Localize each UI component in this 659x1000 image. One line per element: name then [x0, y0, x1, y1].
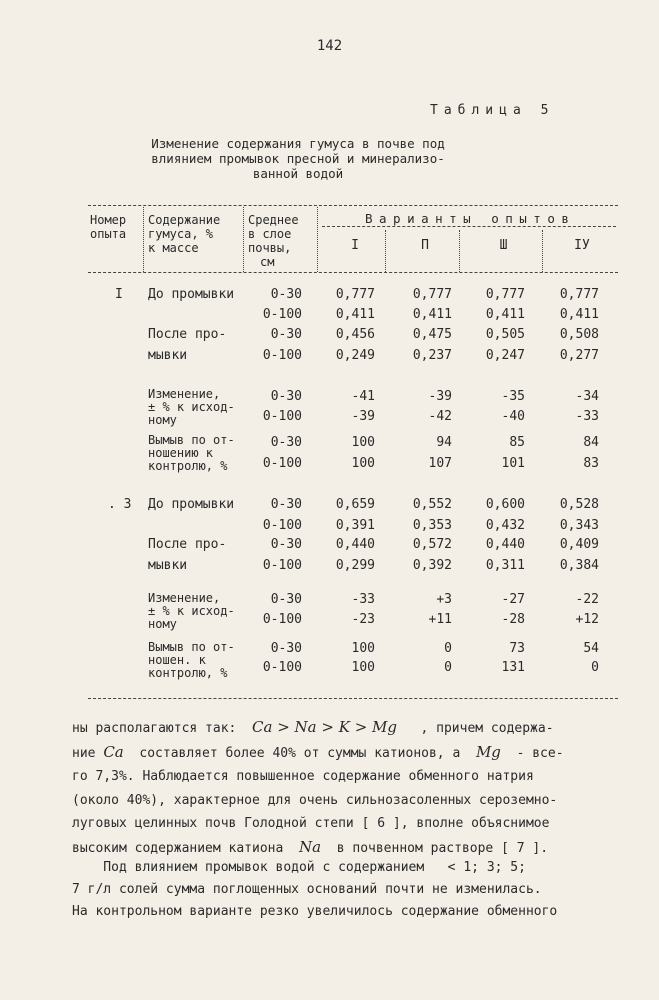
value-cell: -28 — [501, 612, 525, 627]
value-cell: -41 — [351, 389, 375, 404]
value-cell: -33 — [351, 592, 375, 607]
value-cell: -39 — [428, 389, 452, 404]
value-cell: 0,432 — [485, 518, 525, 533]
value-cell: -23 — [351, 612, 375, 627]
value-cell: 0,659 — [335, 497, 375, 512]
table-label: Таблица 5 — [430, 103, 555, 118]
value-cell: +12 — [575, 612, 599, 627]
header-variants-title: Варианты опытов — [365, 211, 576, 226]
value-cell: 0,299 — [335, 558, 375, 573]
value-cell: -33 — [575, 409, 599, 424]
value-cell: 0 — [444, 660, 452, 675]
header-experiment-number: Номер опыта — [90, 213, 127, 241]
layer-cell: 0-100 — [262, 348, 302, 363]
value-cell: -35 — [501, 389, 525, 404]
value-cell: 100 — [351, 660, 375, 675]
layer-cell: 0-30 — [270, 537, 302, 552]
layer-cell: 0-100 — [262, 456, 302, 471]
value-cell: 0,440 — [485, 537, 525, 552]
layer-cell: 0-100 — [262, 518, 302, 533]
value-cell: -42 — [428, 409, 452, 424]
text-line: Под влиянием промывок водой с содержанием < 1; 3; 5; — [72, 860, 526, 875]
value-cell: -22 — [575, 592, 599, 607]
value-cell: 0,456 — [335, 327, 375, 342]
caption-line: влиянием промывок пресной и минерализо- — [151, 151, 445, 166]
table-caption — [118, 136, 478, 181]
layer-cell: 0-30 — [270, 435, 302, 450]
row-label-wash: Вымыв по от- ношен. к контролю, % — [148, 640, 235, 680]
value-cell: 0,411 — [335, 307, 375, 322]
value-cell: 94 — [436, 435, 452, 450]
variant-label: I — [351, 238, 359, 253]
body-paragraph — [72, 857, 622, 923]
value-cell: -27 — [501, 592, 525, 607]
row-label-change: Изменение, ± % к исход- ному — [148, 591, 235, 631]
value-cell: 100 — [351, 435, 375, 450]
caption-line: ванной водой — [252, 166, 344, 181]
value-cell: 0,391 — [335, 518, 375, 533]
value-cell: 0,311 — [485, 558, 525, 573]
column-separator — [385, 230, 386, 272]
variants-rule — [322, 226, 616, 227]
text-line: высоким содержанием катиона Na в почвенном растворе [ 7 ]. — [72, 837, 549, 856]
value-cell: 0,409 — [559, 537, 599, 552]
value-cell: 0,411 — [485, 307, 525, 322]
value-cell: 0,505 — [485, 327, 525, 342]
value-cell: 0,411 — [559, 307, 599, 322]
caption-line: Изменение содержания гумуса в почве под — [151, 136, 445, 151]
value-cell: 0,392 — [412, 558, 452, 573]
variant-label: IУ — [574, 238, 590, 253]
value-cell: 101 — [501, 456, 525, 471]
value-cell: 107 — [428, 456, 452, 471]
header-humus-content: Содержание гумуса, % к массе — [148, 213, 221, 255]
value-cell: 0 — [444, 641, 452, 656]
column-separator — [317, 207, 318, 272]
cation-formula: Ca > Na > K > Mg — [252, 718, 397, 736]
value-cell: 0,777 — [412, 287, 452, 302]
text-line: На контрольном варианте резко увеличилось содержание обменного — [72, 904, 558, 919]
value-cell: 0 — [591, 660, 599, 675]
value-cell: 0,343 — [559, 518, 599, 533]
layer-cell: 0-30 — [270, 389, 302, 404]
text-line: (около 40%), характерное для очень сильнозасоленных сероземно- — [72, 792, 558, 808]
value-cell: -34 — [575, 389, 599, 404]
experiment-number: . 3 — [108, 497, 132, 512]
row-label-before: До промывки — [148, 497, 235, 512]
row-label-change: Изменение, ± % к исход- ному — [148, 387, 235, 427]
layer-cell: 0-100 — [262, 307, 302, 322]
table-bottom-rule — [88, 698, 618, 699]
value-cell: 131 — [501, 660, 525, 675]
row-label-wash: Вымыв по от- ношению к контролю, % — [148, 433, 235, 473]
value-cell: -39 — [351, 409, 375, 424]
text-line: го 7,3%. Наблюдается повышенное содержание обменного натрия — [72, 769, 534, 784]
value-cell: 0,277 — [559, 348, 599, 363]
layer-cell: 0-100 — [262, 558, 302, 573]
row-label-after: мывки — [148, 558, 188, 573]
column-separator — [542, 230, 543, 272]
row-label-before: До промывки — [148, 287, 235, 302]
text-line: луговых целинных почв Голодной степи [ 6 ], вполне объяснимое — [72, 816, 550, 831]
value-cell: 0,475 — [412, 327, 452, 342]
experiment-number: I — [115, 287, 123, 302]
layer-cell: 0-30 — [270, 497, 302, 512]
value-cell: 84 — [583, 435, 599, 450]
value-cell: 0,777 — [485, 287, 525, 302]
header-layer: Среднее в слое почвы, см — [248, 213, 299, 269]
column-separator — [459, 230, 460, 272]
value-cell: 0,384 — [559, 558, 599, 573]
value-cell: 0,777 — [559, 287, 599, 302]
layer-cell: 0-30 — [270, 287, 302, 302]
value-cell: 0,572 — [412, 537, 452, 552]
layer-cell: 0-100 — [262, 612, 302, 627]
value-cell: 0,777 — [335, 287, 375, 302]
body-paragraph — [72, 716, 622, 860]
value-cell: 0,247 — [485, 348, 525, 363]
row-label-after: После про- — [148, 327, 227, 342]
value-cell: 100 — [351, 641, 375, 656]
value-cell: 83 — [583, 456, 599, 471]
value-cell: 0,411 — [412, 307, 452, 322]
value-cell: 0,249 — [335, 348, 375, 363]
text-line: 7 г/л солей сумма поглощенных оснований почти не изменилась. — [72, 882, 542, 897]
layer-cell: 0-30 — [270, 641, 302, 656]
value-cell: +3 — [436, 592, 452, 607]
value-cell: 54 — [583, 641, 599, 656]
column-separator — [143, 207, 144, 272]
value-cell: 0,353 — [412, 518, 452, 533]
value-cell: 0,508 — [559, 327, 599, 342]
value-cell: 0,440 — [335, 537, 375, 552]
value-cell: 73 — [509, 641, 525, 656]
row-label-after: мывки — [148, 348, 188, 363]
value-cell: 85 — [509, 435, 525, 450]
value-cell: 100 — [351, 456, 375, 471]
value-cell: 0,528 — [559, 497, 599, 512]
value-cell: 0,552 — [412, 497, 452, 512]
value-cell: -40 — [501, 409, 525, 424]
row-label-after: После про- — [148, 537, 227, 552]
text-line: ны располагаются так: Ca > Na > K > Mg , причем содержа- — [72, 718, 554, 736]
layer-cell: 0-100 — [262, 660, 302, 675]
layer-cell: 0-30 — [270, 592, 302, 607]
value-cell: +11 — [428, 612, 452, 627]
layer-cell: 0-30 — [270, 327, 302, 342]
value-cell: 0,237 — [412, 348, 452, 363]
variant-label: П — [421, 238, 429, 253]
page-number: 142 — [316, 38, 343, 54]
variant-label: Ш — [499, 238, 508, 253]
column-separator — [243, 207, 244, 272]
header-bottom-rule — [88, 272, 618, 273]
layer-cell: 0-100 — [262, 409, 302, 424]
header-top-rule — [88, 205, 618, 206]
value-cell: 0,600 — [485, 497, 525, 512]
text-line: ние Ca составляет более 40% от суммы катионов, а Mg - все- — [72, 742, 564, 761]
